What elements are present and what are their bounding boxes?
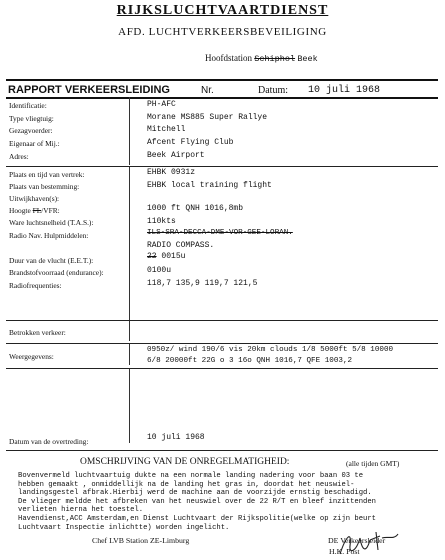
divider — [6, 320, 438, 321]
column-divider — [129, 321, 130, 341]
narrative-heading: OMSCHRIJVING VAN DE ONREGELMATIGHEID: — [80, 457, 290, 467]
narrative-line: Bovenvermeld luchtvaartuig dukte na een normale landing nadering voor baan 03 te — [18, 472, 364, 480]
field-value-duration: 22 0015u — [147, 252, 186, 261]
field-value: Morane MS885 Super Rallye — [147, 113, 268, 122]
narrative-line: Luchtvaart Inspectie inlichtte) worden ingelicht. — [18, 523, 230, 532]
report-nr-label: Nr. — [201, 85, 214, 96]
divider — [6, 166, 438, 167]
offence-date-value: 10 juli 1968 — [147, 433, 205, 442]
field-value: 110kts — [147, 217, 176, 226]
betrokken-label: Betrokken verkeer: — [9, 328, 66, 337]
field-value: RADIO COMPASS. — [147, 241, 215, 250]
weather-line-1: 0950z/ wind 190/6 vis 20km clouds 1/8 5000ft 5/8 10000 — [147, 346, 394, 354]
offence-date-label: Datum van de overtreding: — [9, 437, 89, 446]
narrative-line: De vlieger meldde het afbreken van het neuswiel over de 22 R/T en bleef inzittenden — [18, 497, 376, 506]
field-label: Brandstofvoorraad (endurance): — [9, 268, 104, 277]
report-title-block — [8, 84, 214, 96]
field-label: Uitwijkhaven(s): — [9, 194, 60, 203]
divider-report — [6, 97, 438, 99]
narrative-note: (alle tijden GMT) — [346, 459, 400, 468]
field-label: Gezagvoerder: — [9, 126, 53, 135]
field-label: Identificatie: — [9, 101, 47, 110]
field-value: 118,7 135,9 119,7 121,5 — [147, 279, 258, 288]
header-station — [205, 53, 318, 64]
field-value: EHBK local training flight — [147, 181, 272, 190]
station-label: Hoofdstation — [205, 53, 252, 63]
field-label: Radiofrequenties: — [9, 281, 62, 290]
header-subtitle: AFD. LUCHTVERKEERSBEVEILIGING — [118, 26, 327, 38]
field-label: Duur van de vlucht (E.E.T.): — [9, 256, 94, 265]
column-divider — [129, 344, 130, 365]
column-divider — [129, 369, 130, 443]
field-value: 0100u — [147, 266, 172, 275]
narrative-line: hebben gemaakt , onmiddellijk na de landing het gras in, doordat het neuswiel- — [18, 480, 355, 489]
divider — [6, 343, 438, 344]
divider — [6, 368, 438, 369]
field-label: Adres: — [9, 152, 29, 161]
field-value: Mitchell — [147, 125, 186, 134]
column-divider — [129, 167, 130, 320]
field-label: Plaats en tijd van vertrek: — [9, 170, 85, 179]
field-label: Radio Nav. Hulpmiddelen: — [9, 231, 89, 240]
weather-label: Weergegevens: — [9, 352, 54, 361]
divider — [6, 450, 438, 451]
field-label: Eigenaar of Mij.: — [9, 139, 60, 148]
field-label: Plaats van bestemming: — [9, 182, 80, 191]
narrative-line: landingsgestel afbrak.Hierbij werd de machine aan de voorzijde ernstig beschadigd. — [18, 489, 372, 498]
station-value: Beek — [297, 54, 318, 64]
handwritten-signature — [336, 526, 406, 558]
field-label: Type vliegtuig: — [9, 114, 54, 123]
field-value: PH-AFC — [147, 100, 176, 109]
field-value: 1000 ft QNH 1016,8mb — [147, 204, 244, 213]
divider-top — [6, 79, 438, 81]
field-value: Afcent Flying Club — [147, 138, 234, 147]
field-label-altitude: Hoogte FL/VFR: — [9, 206, 60, 215]
header-title: RIJKSLUCHTVAARTDIENST — [116, 3, 329, 18]
column-divider — [129, 97, 130, 165]
report-title: RAPPORT VERKEERSLEIDING — [8, 84, 170, 96]
narrative-line: Havendienst,ACC Amsterdam,en Dienst Luchtvaart der Rijkspolitie(welke op zijn beurt — [18, 515, 376, 523]
report-datum-value: 10 juli 1968 — [308, 85, 381, 96]
signature-right-name: H.K. Post — [329, 547, 360, 556]
report-datum-label: Datum: — [258, 85, 288, 96]
signature-left: Chef LVB Station ZE-Limburg — [92, 536, 190, 545]
field-value: Beek Airport — [147, 151, 205, 160]
field-value: EHBK 0931z — [147, 168, 196, 177]
station-struck: Schiphol — [254, 54, 296, 64]
field-label: Ware luchtsnelheid (T.A.S.): — [9, 218, 94, 227]
weather-line-2: 6/8 20000ft 22G o 3 16o QNH 1016,7 QFE 1003,2 — [147, 357, 353, 365]
field-value-struck: ILS-SRA-DECCA-DME-VOR-GEE-LORAN. — [147, 229, 293, 237]
signature-right: DE Verkeersleider — [328, 536, 386, 545]
narrative-line: verlieten hierna het toestel. — [18, 506, 144, 515]
